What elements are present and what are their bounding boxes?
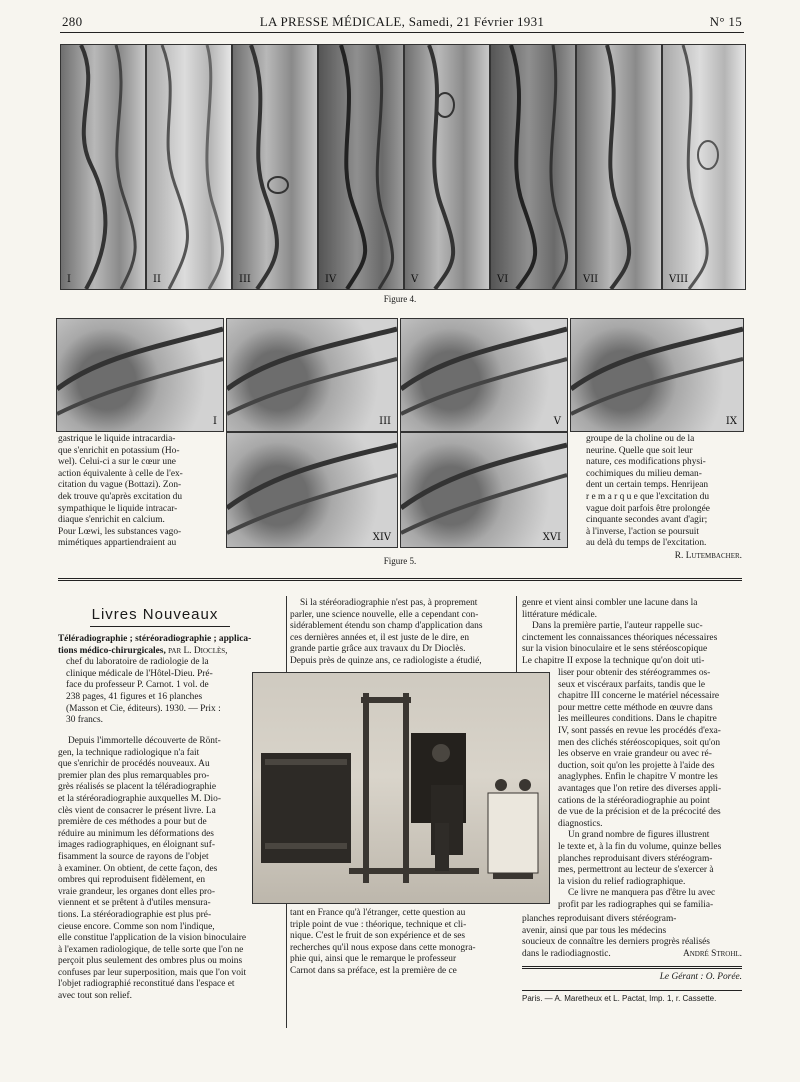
journal-title: LA PRESSE MÉDICALE, Samedi, 21 Février 1931 — [259, 14, 545, 29]
imprint: Paris. — A. Maretheux et L. Pactat, Imp. 1, r. Cassette. — [522, 994, 717, 1003]
text-line: dent un certain temps. Henrijean — [586, 480, 709, 491]
upper-left-text — [58, 434, 220, 550]
text-line: anaglyphes. Enfin le chapitre V montre les — [558, 772, 718, 783]
footer-divider — [522, 966, 742, 969]
figure-4-panel — [232, 44, 318, 290]
column-rule — [516, 596, 517, 676]
upper-right-text — [586, 434, 742, 563]
text-line: mes, permettront au lecteur de s'exercer à — [558, 865, 714, 876]
title-underline — [90, 626, 230, 627]
text-line: nique. C'est le fruit de son expérience et de ses — [290, 931, 466, 942]
text-line: première de ces méthodes a pour but de — [58, 817, 207, 828]
text-line: triple point de vue : théorique, technique et cli- — [290, 919, 467, 930]
book-title: Téléradiographie ; stéréoradiographie ; applica- — [58, 634, 252, 644]
text-line: liser pour obtenir des stéréogrammes os- — [558, 668, 711, 678]
panel-label: I — [67, 274, 71, 285]
text-line: littérature médicale. — [522, 609, 597, 620]
text-line: r e m a r q u e que l'excitation du — [586, 491, 710, 502]
text-line: clinique médicale de l'Hôtel-Dieu. Pré- — [66, 668, 213, 679]
text-line: grande partie grâce aux travaux du Dr Dioclès. — [290, 644, 466, 655]
figure-4-panel — [146, 44, 232, 290]
text-line: que s'enrichir de procédés nouveaux. Au — [58, 759, 210, 770]
text-line: perçoit plus seulement des ombres plus ou moins — [58, 956, 243, 967]
text-line: que s'enrichit en potassium (Ho- — [58, 445, 180, 456]
text-line: wel). Celui-ci a sur le cœur une — [58, 457, 176, 468]
figure-5-panel — [56, 318, 224, 432]
panel-label: IX — [725, 416, 737, 427]
text-line: chapitre III concerne le matériel nécessaire — [558, 691, 720, 702]
text-line: cinctement les connaissances théoriques nécessaires — [522, 632, 718, 643]
text-line: avenir, ainsi que par tous les médecins — [522, 925, 667, 936]
column-2-bottom — [290, 908, 514, 978]
gerant-line: Le Gérant : O. Porée. — [659, 972, 742, 982]
text-line: Le chapitre II expose la technique qu'on doit uti- — [522, 655, 705, 666]
text-line: avantages que l'on retire des diverses appli- — [558, 783, 722, 794]
text-line: Depuis près de quinze ans, ce radiologiste a étudié, — [290, 655, 482, 666]
text-line: les meilleures conditions. Dans le chapitre — [558, 714, 717, 725]
text-line: grès réalisés se placent la téléradiographie — [58, 782, 216, 793]
text-line: avec tout son relief. — [58, 991, 132, 1002]
page-number: 280 — [62, 14, 83, 29]
text-line: IV, sont passés en revue les procédés d'exa- — [558, 725, 721, 736]
figure-4-panel — [490, 44, 576, 290]
text-line: recherches qu'il nous expose dans cette monogra- — [290, 942, 476, 953]
text-line: phie qui, ainsi que le remarque le professeur — [290, 954, 457, 965]
book-entry — [58, 634, 280, 727]
text-line: tions. La stéréoradiographie est plus pré- — [58, 909, 212, 920]
book-title-cont: tions médico-chirurgicales, — [58, 645, 166, 656]
text-line: groupe de la choline ou de la — [586, 434, 695, 444]
column-1-text — [58, 736, 280, 1003]
figure-5-caption: Figure 5. — [383, 556, 417, 566]
footer-rule — [522, 990, 742, 991]
issue-number: N° 15 — [709, 14, 742, 29]
text-line: de vue de la précision et de la précocité des — [558, 807, 721, 818]
column-3-narrow — [558, 668, 742, 911]
figure-4 — [60, 44, 744, 288]
text-line: dek trouve qu'après excitation du — [58, 491, 183, 502]
text-line: tant en France qu'à l'étranger, cette question au — [290, 908, 466, 918]
text-line: diaque s'enrichit en calcium. — [58, 515, 165, 526]
panel-label: VII — [583, 274, 599, 285]
text-line: seux et viscéraux parfaits, tandis que le — [558, 679, 706, 690]
radiography-apparatus-photo — [252, 672, 550, 904]
column-3-bottom — [522, 914, 742, 960]
text-line: et la stéréoradiographie auxquelles M. Dio- — [58, 793, 221, 804]
text-line: au delà du temps de l'excitation. — [586, 538, 707, 549]
text-line: 238 pages, 41 figures et 16 planches — [66, 691, 203, 702]
text-line: men des clichés stéréoscopiques, soit qu'on — [558, 737, 721, 748]
text-line: réduire au minimum les déformations des — [58, 828, 214, 839]
text-line: sur la vision binoculaire et le sens stéréoscopique — [522, 644, 708, 655]
text-line: cieuse encore. Comme son nom l'indique, — [58, 921, 215, 932]
text-line: confuses par leur superposition, mais que l'on voit — [58, 967, 247, 978]
text-line: vraie grandeur, les organes dont elles pro- — [58, 886, 215, 897]
section-divider — [58, 578, 742, 581]
text-line: pour mettre cette méthode en œuvre dans — [558, 702, 713, 713]
text-line: profit par les radiographes qui se familia- — [558, 899, 714, 910]
text-line: Depuis l'immortelle découverte de Rönt- — [68, 736, 221, 746]
text-line: cations de la stéréoradiographie au point — [558, 795, 710, 806]
panel-label: V — [553, 416, 561, 427]
panel-label: III — [379, 416, 391, 427]
text-line: le texte et, à la fin du volume, quinze belles — [558, 841, 722, 852]
text-line: Ce livre ne manquera pas d'être lu avec — [568, 888, 716, 899]
text-line: genre et vient ainsi combler une lacune dans la — [522, 598, 698, 608]
panel-label: VI — [497, 274, 509, 285]
text-line: planches reproduisant divers stéréogram- — [522, 914, 677, 924]
text-line: Un grand nombre de figures illustrent — [568, 830, 710, 841]
text-line: sidérablement étendu son champ d'application dans — [290, 621, 483, 632]
figure-4-panel — [404, 44, 490, 290]
text-line: Carnot dans sa préface, est la première de ce — [290, 965, 457, 976]
figure-5-panel — [570, 318, 744, 432]
text-line: gen, la technique radiologique n'a fait — [58, 747, 200, 758]
text-line: elle constitue l'application de la vision binoculaire — [58, 933, 247, 944]
text-line: action équivalente à celle de l'ex- — [58, 468, 183, 479]
panel-label: II — [153, 274, 161, 285]
text-line: Dans la première partie, l'auteur rappelle suc- — [532, 621, 703, 632]
author-signature: André Strohl. — [682, 948, 742, 959]
text-line: neurine. Quelle que soit leur — [586, 445, 693, 456]
text-line: parler, une science nouvelle, elle a cependant con- — [290, 609, 479, 620]
author-signature: R. Lutembacher. — [674, 550, 742, 561]
figure-5-panel — [400, 432, 568, 548]
text-line: à examiner. On obtient, de cette façon, des — [58, 863, 218, 874]
panel-label: V — [411, 274, 419, 285]
text-line: nature, ces modifications physi- — [586, 457, 706, 468]
panel-label: XVI — [542, 532, 561, 543]
figure-4-panel — [318, 44, 404, 290]
text-line: ces dernières années et, il est juste de le dire, en — [290, 632, 470, 643]
figure-4-caption: Figure 4. — [383, 294, 417, 304]
text-line: ombres qui reproduisent fidèlement, en — [58, 875, 206, 886]
column-2-top — [290, 598, 514, 668]
text-line: chef du laboratoire de radiologie de la — [66, 657, 209, 668]
text-line: citation du vague (Bottazi). Zon- — [58, 480, 182, 491]
book-author: par L. Dioclès, — [168, 645, 228, 656]
text-line: soucieux de connaître les derniers progrès réalisés — [522, 937, 710, 948]
text-line: l'objet radiographié reconstitué dans l'espace et — [58, 979, 235, 990]
text-line: les observe en vraie grandeur ou avec ré- — [558, 749, 712, 760]
column-3-top — [522, 598, 742, 668]
text-line: clès vient de consacrer le présent livre. La — [58, 805, 216, 816]
text-line: premier plan des plus remarquables pro- — [58, 770, 210, 781]
section-title: Livres Nouveaux — [91, 606, 219, 623]
text-line: cinquante secondes avant d'agir; — [586, 515, 708, 526]
panel-label: VIII — [669, 274, 689, 285]
text-line: face du professeur P. Carnot. 1 vol. de — [66, 680, 209, 691]
text-line: à l'inverse, l'action se poursuit — [586, 526, 699, 537]
panel-label: III — [239, 274, 251, 285]
figure-4-panel — [576, 44, 662, 290]
figure-4-panel — [662, 44, 746, 290]
text-line: à l'examen radiologique, de telle sorte que l'on ne — [58, 944, 244, 955]
figure-5-panel — [400, 318, 568, 432]
text-line: Si la stéréoradiographie n'est pas, à proprement — [300, 598, 478, 608]
text-line: images radiographiques, en éloignant suf- — [58, 840, 215, 851]
text-line: gastrique le liquide intracardia- — [58, 434, 176, 444]
panel-label: I — [213, 416, 217, 427]
figure-5-panel — [226, 318, 398, 432]
text-line: (Masson et Cie, éditeurs). 1930. — Prix : — [66, 703, 221, 714]
text-line: 30 francs. — [66, 715, 103, 726]
figure-4-panel — [60, 44, 146, 290]
text-line: sympathique le liquide intracar- — [58, 503, 178, 514]
text-line: la vision du relief radiographique. — [558, 876, 686, 887]
text-line: Pour Lœwi, les substances vago- — [58, 526, 182, 537]
text-line: mimétiques appartiendraient au — [58, 538, 177, 549]
text-line: cochimiques du milieu deman- — [586, 468, 702, 479]
text-line: fisamment la source de rayons de l'objet — [58, 851, 209, 862]
panel-label: XIV — [372, 532, 391, 543]
text-line: duction, soit qu'on les projette à l'aide des — [558, 760, 715, 771]
header-rule — [60, 32, 744, 33]
text-line: vague doit parfois être prolongée — [586, 503, 710, 514]
figure-5-panel — [226, 432, 398, 548]
text-line: diagnostics. — [558, 818, 603, 829]
panel-label: IV — [325, 274, 337, 285]
text-line: viennent et se prêtent à d'utiles mensura- — [58, 898, 211, 909]
text-line: planches reproduisant divers stéréogram- — [558, 853, 713, 864]
text-line: dans le radiodiagnostic. — [522, 948, 611, 959]
